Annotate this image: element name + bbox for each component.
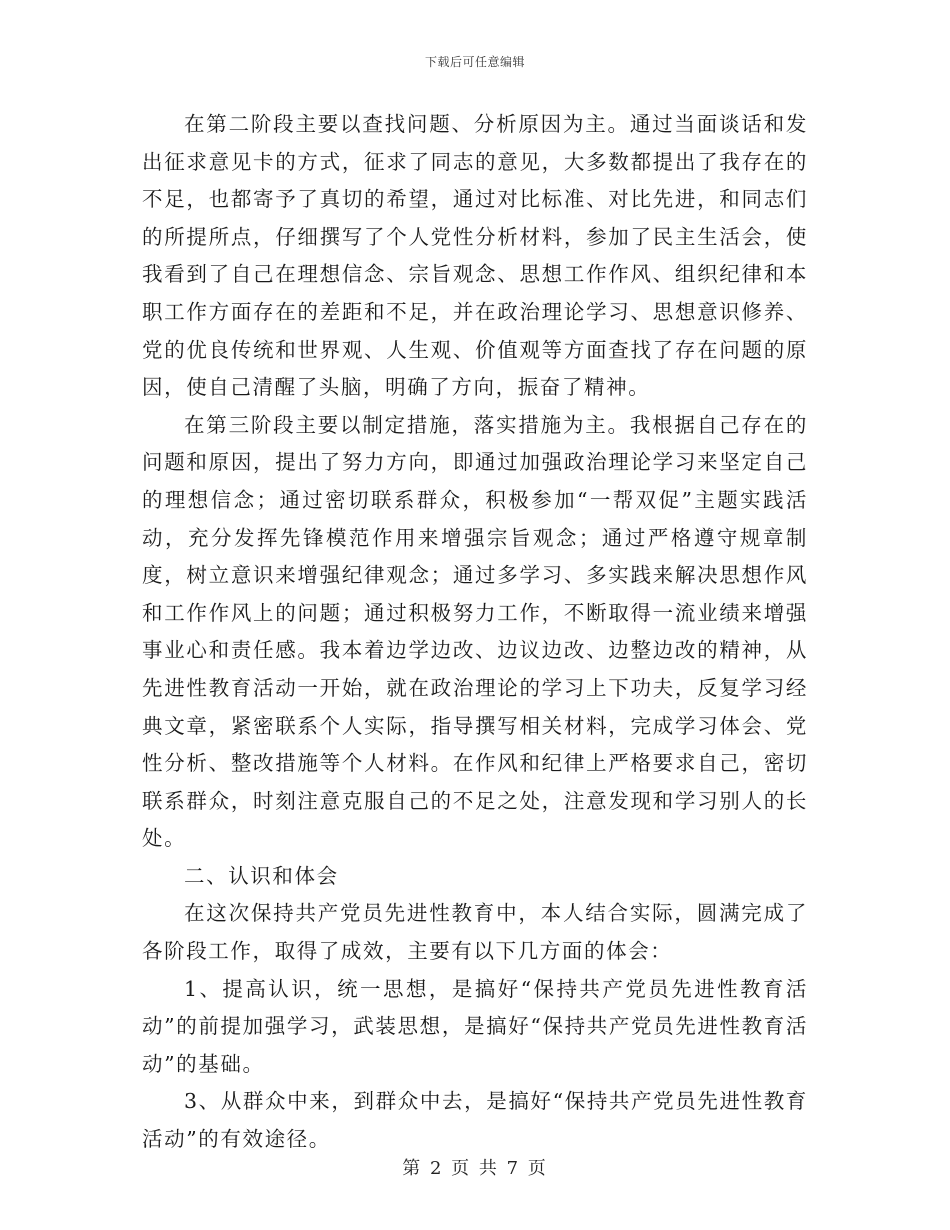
section-heading-understanding: 二、认识和体会 <box>184 863 339 888</box>
page-footer: 第 2 页 共 7 页 <box>402 1158 548 1179</box>
document-body <box>142 106 808 1159</box>
paragraph-point-1: 1、提高认识，统一思想，是搞好“保持共产党员先进性教育活动”的前提加强学习，武装思想，是搞好“保持共产党员先进性教育活动”的基础。 <box>142 976 808 1076</box>
page-header: 下载后可任意编辑 <box>424 55 525 69</box>
paragraph-point-3: 3、从群众中来，到群众中去，是搞好“保持共产党员先进性教育活动”的有效途径。 <box>142 1089 808 1152</box>
paragraph-intro-experience: 在这次保持共产党员先进性教育中，本人结合实际，圆满完成了各阶段工作，取得了成效，主要有以下几方面的体会： <box>142 901 808 964</box>
paragraph-stage-two: 在第二阶段主要以查找问题、分析原因为主。通过当面谈话和发出征求意见卡的方式，征求了同志的意见，大多数都提出了我存在的不足，也都寄予了真切的希望，通过对比标准、对比先进，和同志们的所提所点，仔细撰写了个人党性分析材料，参加了民主生活会，使我看到了自己在理想信念、宗旨观念、思想工作作风、组织纪律和本职工作方面存在的差距和不足，并在政治理论学习、思想意识修养、党的优良传统和世界观、人生观、价值观等方面查找了存在问题的原因，使自己清醒了头脑，明确了方向，振奋了精神。 <box>142 112 808 400</box>
paragraph-stage-three: 在第三阶段主要以制定措施，落实措施为主。我根据自己存在的问题和原因，提出了努力方向，即通过加强政治理论学习来坚定自己的理想信念；通过密切联系群众，积极参加“一帮双促”主题实践活动，充分发挥先锋模范作用来增强宗旨观念；通过严格遵守规章制度，树立意识来增强纪律观念；通过多学习、多实践来解决思想作风和工作作风上的问题；通过积极努力工作，不断取得一流业绩来增强事业心和责任感。我本着边学边改、边议边改、边整边改的精神，从先进性教育活动一开始，就在政治理论的学习上下功夫，反复学习经典文章，紧密联系个人实际，指导撰写相关材料，完成学习体会、党性分析、整改措施等个人材料。在作风和纪律上严格要求自己，密切联系群众，时刻注意克服自己的不足之处，注意发现和学习别人的长处。 <box>142 412 808 851</box>
